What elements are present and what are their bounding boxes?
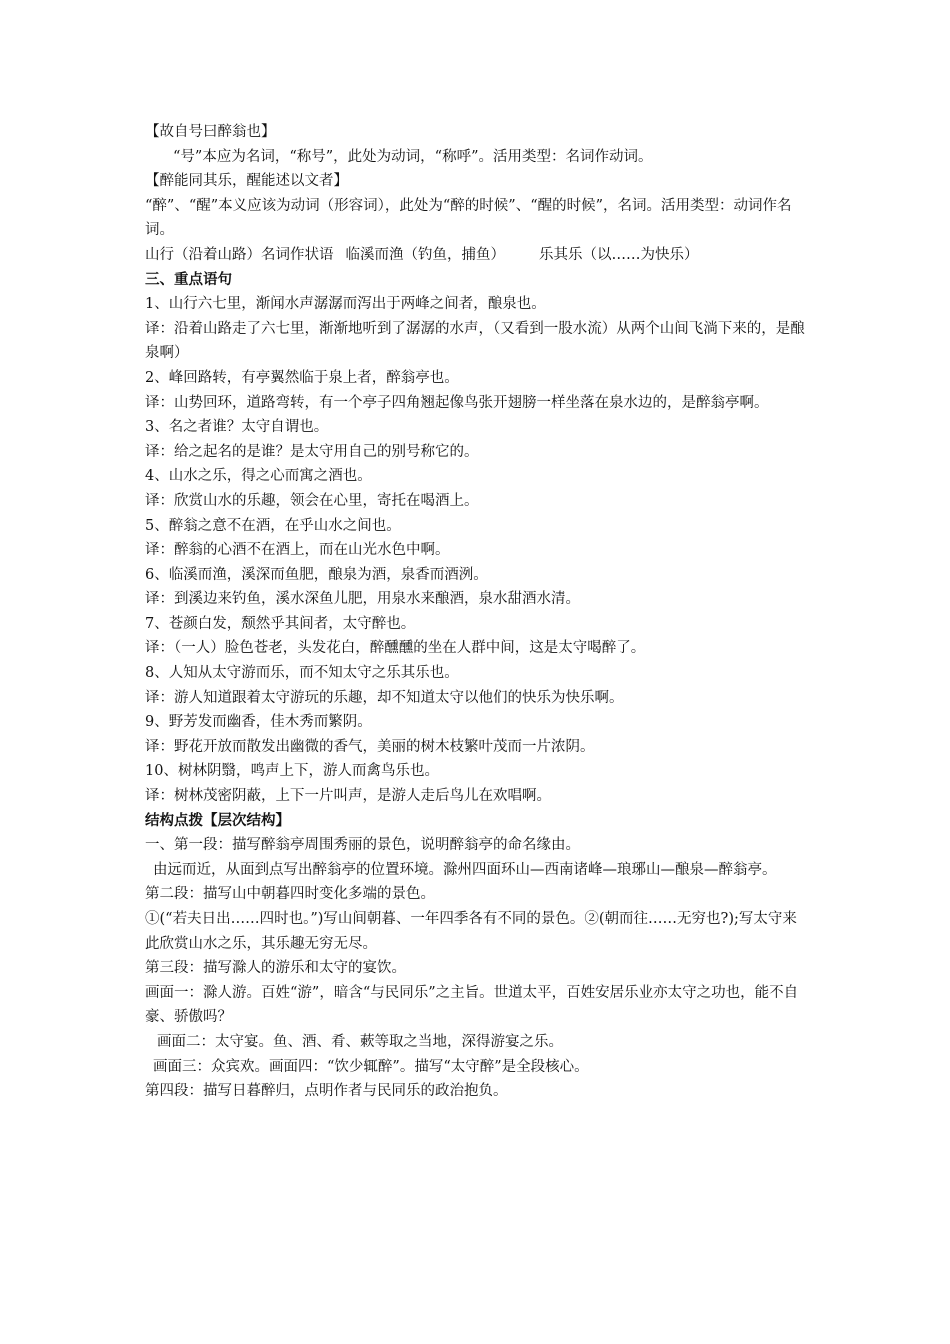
usage-line (145, 243, 810, 268)
usage-item: 山行（沿着山路）名词作状语 (145, 246, 334, 263)
sentence-item: 8、人知从太守游而乐，而不知太守之乐其乐也。 (145, 665, 459, 682)
sentence-item: 4、山水之乐，得之心而寓之酒也。 (145, 468, 372, 485)
translation-item: 译：野花开放而散发出幽微的香气，美丽的树木枝繁叶茂而一片浓阴。 (145, 738, 595, 755)
translation-item: 译：醉翁的心酒不在酒上，而在山光水色中啊。 (145, 542, 450, 559)
paragraph: “号”本应为名词，“称号”，此处为动词，“称呼”。活用类型：名词作动词。 (173, 148, 653, 165)
translation-item: 译：给之起名的是谁？是太守用自己的别号称它的。 (145, 443, 479, 460)
structure-paragraph: 第二段：描写山中朝暮四时变化多端的景色。 (145, 886, 435, 903)
sentence-item: 3、名之者谁？太守自谓也。 (145, 419, 329, 436)
structure-paragraph: 画面三：众宾欢。画面四：“饮少辄醉”。描写“太守醉”是全段核心。 (153, 1058, 589, 1075)
structure-paragraph: 第三段：描写滁人的游乐和太守的宴饮。 (145, 960, 406, 977)
structure-paragraph: 画面一：滁人游。百姓“游”，暗含“与民同乐”之主旨。世道太平，百姓安居乐业亦太守之功也，能不自豪、骄傲吗？ (145, 984, 799, 1026)
sentence-item: 5、醉翁之意不在酒，在乎山水之间也。 (145, 517, 401, 534)
heading-bracket-1: 【故自号曰醉翁也】 (145, 124, 276, 140)
sentence-item: 2、峰回路转，有亭翼然临于泉上者，醉翁亭也。 (145, 369, 459, 386)
usage-item: 临溪而渔（钓鱼，捕鱼） (345, 246, 505, 263)
section-heading: 结构点拨【层次结构】 (145, 811, 290, 829)
sentence-item: 1、山行六七里，渐闻水声潺潺而泻出于两峰之间者，酿泉也。 (145, 296, 546, 313)
translation-item: 译：树林茂密阴蔽，上下一片叫声，是游人走后鸟儿在欢唱啊。 (145, 788, 551, 805)
structure-paragraph: 画面二：太守宴。鱼、酒、肴、蔌等取之当地，深得游宴之乐。 (157, 1033, 563, 1050)
translation-item: 译：山势回环，道路弯转，有一个亭子四角翘起像鸟张开翅膀一样坐落在泉水边的，是醉翁亭啊。 (145, 394, 769, 411)
sentence-item: 7、苍颜白发，颓然乎其间者，太守醉也。 (145, 615, 416, 632)
sentence-item: 6、临溪而渔，溪深而鱼肥，酿泉为酒，泉香而酒洌。 (145, 566, 488, 583)
translation-item: 译：欣赏山水的乐趣，领会在心里，寄托在喝酒上。 (145, 492, 479, 509)
translation-item: 译：游人知道跟着太守游玩的乐趣，却不知道太守以他们的快乐为快乐啊。 (145, 689, 624, 706)
heading-bracket-2: 【醉能同其乐，醒能述以文者】 (145, 173, 348, 190)
translation-item: 译：到溪边来钓鱼，溪水深鱼儿肥，用泉水来酿酒，泉水甜酒水清。 (145, 591, 580, 608)
structure-paragraph: 第四段：描写日暮醉归，点明作者与民同乐的政治抱负。 (145, 1083, 508, 1100)
section-heading: 三、重点语句 (145, 270, 232, 288)
translation-item: 译：沿着山路走了六七里，渐渐地听到了潺潺的水声，（又看到一股水流）从两个山间飞淌下来的，是酿泉啊） (145, 320, 805, 362)
paragraph: “醉”、“醒”本义应该为动词（形容词），此处为“醉的时候”、“醒的时候”，名词。活用类型：动词作名词。 (145, 197, 792, 239)
structure-paragraph: 由远而近，从面到点写出醉翁亭的位置环境。滁州四面环山—西南诸峰—琅琊山—酿泉—醉翁亭。 (153, 861, 777, 878)
usage-item: 乐其乐（以……为快乐） (539, 246, 699, 263)
translation-item: 译：（一人）脸色苍老，头发花白，醉醺醺的坐在人群中间，这是太守喝醉了。 (145, 640, 646, 657)
structure-paragraph: 一、第一段：描写醉翁亭周围秀丽的景色，说明醉翁亭的命名缘由。 (145, 837, 580, 854)
sentence-item: 10、树林阴翳，鸣声上下，游人而禽鸟乐也。 (145, 763, 439, 780)
sentence-item: 9、野芳发而幽香，佳木秀而繁阴。 (145, 714, 372, 731)
document-page (145, 120, 810, 1104)
structure-paragraph: ①(“若夫日出……四时也。”)写山间朝暮、一年四季各有不同的景色。②(朝而往……无穷也?);写太守来此欣赏山水之乐，其乐趣无穷无尽。 (145, 911, 797, 952)
